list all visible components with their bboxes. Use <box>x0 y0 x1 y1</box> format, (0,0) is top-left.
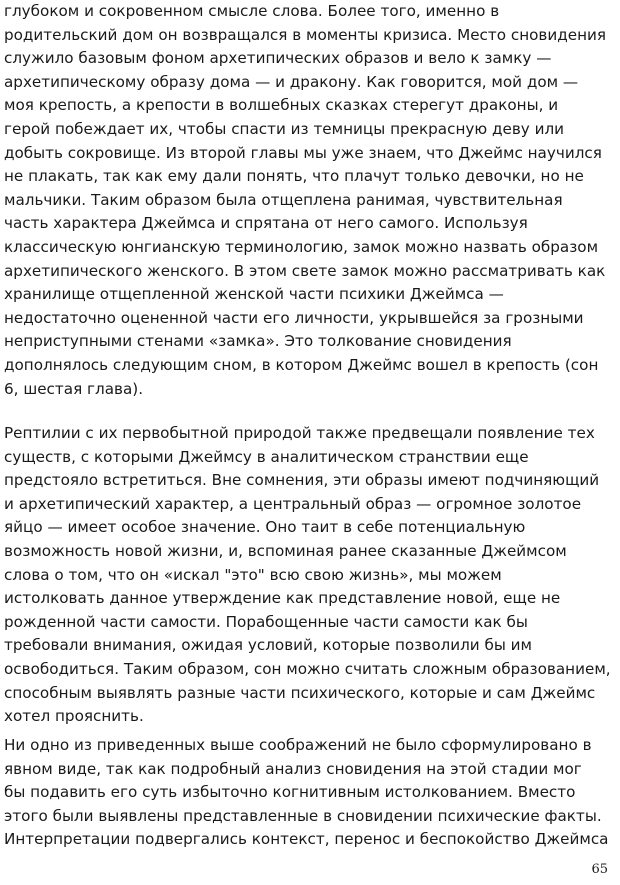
text-line: дополнялось следующим сном, в котором Джеймс вошел в крепость (сон <box>4 355 599 374</box>
text-line: классическую юнгианскую терминологию, замок можно назвать образом <box>4 237 599 256</box>
paragraph-3 <box>4 734 614 852</box>
text-line: Ни одно из приведенных выше соображений не было сформулировано в <box>4 736 592 754</box>
text-line: истолковать данное утверждение как представление новой, еще не <box>4 589 561 608</box>
text-line: герой побеждает их, чтобы спасти из темницы прекрасную деву или <box>4 119 565 138</box>
text-line: служило базовым фоном архетипических образов и вело к замку — <box>4 49 552 68</box>
text-line: часть характера Джеймса и спрятана от него самого. Используя <box>4 214 528 233</box>
text-line: освободиться. Таким образом, сон можно считать сложным образованием, <box>4 659 611 678</box>
text-line: глубоком и сокровенном смысле слова. Более того, именно в <box>4 2 500 20</box>
text-line: добыть сокровище. Из второй главы мы уже знаем, что Джеймс научился <box>4 143 602 162</box>
text-line: хранилище отщепленной женской части психики Джеймса — <box>4 285 504 304</box>
text-line: возможность новой жизни, и, вспоминая ранее сказанные Джеймсом <box>4 541 567 560</box>
text-line: моя крепость, а крепости в волшебных сказках стерегут драконы, и <box>4 96 559 115</box>
text-line: существ, с которыми Джеймсу в аналитическом странствии еще <box>4 447 529 466</box>
text-line: рожденной части самости. Порабощенные части самости как бы <box>4 612 528 631</box>
text-line: неприступными стенами «замка». Это толкование сновидения <box>4 332 512 351</box>
text-line: архетипическому образу дома — и дракону. Как говорится, мой дом — <box>4 72 579 91</box>
text-line: архетипического женского. В этом свете замок можно рассматривать как <box>4 261 606 280</box>
paragraph-2 <box>4 422 614 729</box>
text-line: бы подавить его суть избыточно когнитивным истолкованием. Вместо <box>4 783 576 802</box>
text-line: требовали внимания, ожидая условий, которые позволили бы им <box>4 636 533 655</box>
text-line: недостаточно оцененной части его личности, укрывшейся за грозными <box>4 308 584 327</box>
text-line: этого были выявлены представленные в сновидении психические факты. <box>4 806 602 825</box>
text-line: яйцо — имеет особое значение. Оно таит в себе потенциальную <box>4 518 526 537</box>
text-line: родительский дом он возвращался в моменты кризиса. Место сновидения <box>4 25 607 44</box>
text-line: не плакать, так как ему дали понять, что плачут только девочки, но не <box>4 167 584 186</box>
text-line: мальчики. Таким образом была отщеплена ранимая, чувствительная <box>4 190 563 209</box>
paragraph-1 <box>4 0 614 401</box>
text-line: способным выявлять разные части психического, которые и сам Джеймс <box>4 683 596 702</box>
text-line: Интерпретации подвергались контекст, перенос и беспокойство Джеймса <box>4 830 609 849</box>
text-line: Рептилии с их первобытной природой также предвещали появление тех <box>4 424 595 442</box>
text-line: явном виде, так как подробный анализ сновидения на этой стадии мог <box>4 759 582 778</box>
text-line: 6, шестая глава). <box>4 379 144 398</box>
text-line: предстояло встретиться. Вне сомнения, эти образы имеют подчиняющий <box>4 471 600 490</box>
page-number: 65 <box>591 862 608 877</box>
text-line: и архетипический характер, а центральный образ — огромное золотое <box>4 494 582 513</box>
text-line: хотел прояснить. <box>4 707 144 726</box>
text-line: слова о том, что он «искал "это" всю свою жизнь», мы можем <box>4 565 502 584</box>
